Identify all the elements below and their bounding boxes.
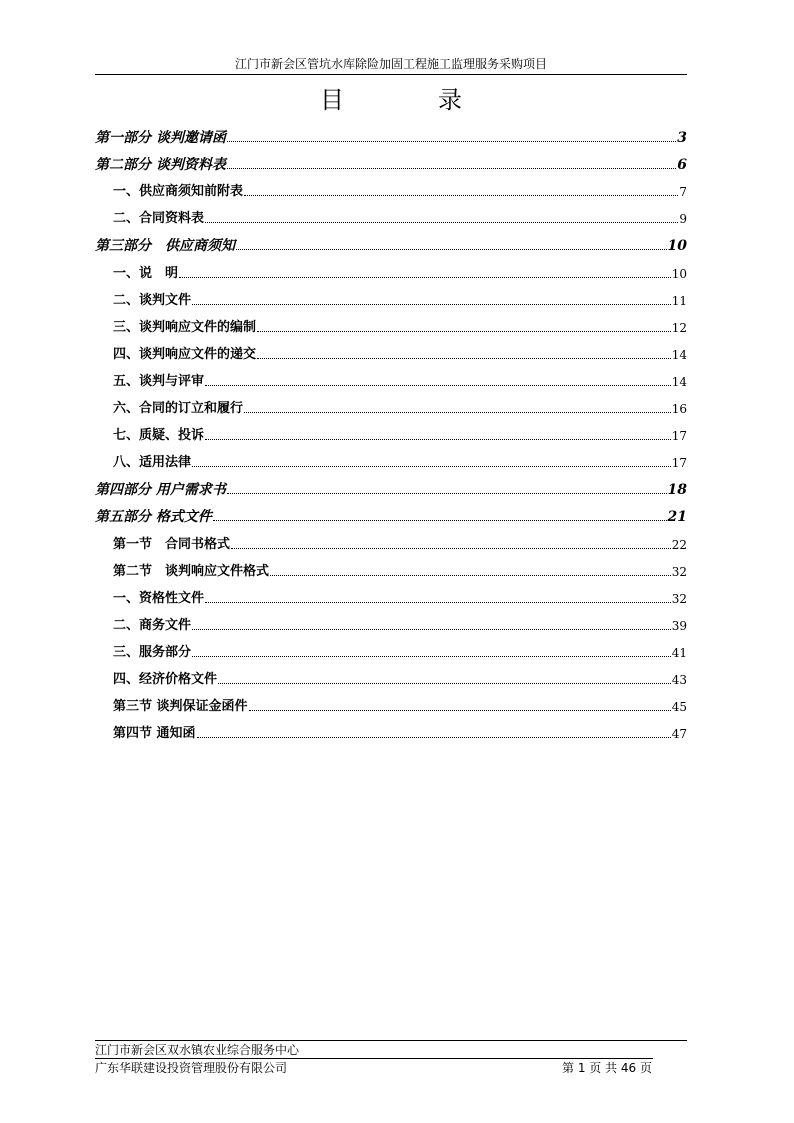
toc-section-entry[interactable] <box>95 716 687 743</box>
toc-entry-label: 三、谈判响应文件的编制 <box>113 319 257 335</box>
toc-entry-page: 3 <box>677 130 687 147</box>
toc-dot-leader <box>197 737 671 738</box>
toc-entry-page: 10 <box>671 266 687 281</box>
toc-entry-label: 第三部分 供应商须知 <box>95 238 235 255</box>
toc-entry-label: 第二节 谈判响应文件格式 <box>113 563 270 579</box>
footer-divider-2 <box>95 1058 653 1059</box>
toc-entry-label: 五、谈判与评审 <box>113 373 205 389</box>
toc-section-entry[interactable] <box>95 255 687 282</box>
toc-entry-page: 11 <box>671 293 687 308</box>
toc-entry-page: 6 <box>677 157 687 174</box>
toc-entry-page: 45 <box>671 700 687 715</box>
toc-entry-page: 17 <box>671 456 687 471</box>
toc-entry-page: 41 <box>671 645 687 660</box>
toc-dot-leader <box>249 710 671 711</box>
toc-part-entry[interactable] <box>95 499 687 526</box>
toc-entry-page: 7 <box>679 185 687 200</box>
toc-entry-label: 八、适用法律 <box>113 455 192 471</box>
toc-part-entry[interactable] <box>95 120 687 147</box>
toc-entry-label: 四、经济价格文件 <box>113 671 218 687</box>
toc-entry-label: 六、合同的订立和履行 <box>113 401 244 417</box>
toc-entry-label: 第一部分 谈判邀请函 <box>95 130 226 147</box>
toc-dot-leader <box>205 222 678 223</box>
toc-entry-label: 第一节 合同书格式 <box>113 536 231 552</box>
toc-section-entry[interactable] <box>95 445 687 472</box>
toc-entry-label: 一、说 明 <box>113 265 179 281</box>
toc-dot-leader <box>244 412 671 413</box>
toc-dot-leader <box>227 168 676 169</box>
toc-entry-page: 12 <box>671 320 687 335</box>
toc-section-entry[interactable] <box>95 174 687 201</box>
document-header: 江门市新会区管坑水库除险加固工程施工监理服务采购项目 <box>234 57 547 71</box>
toc-dot-leader <box>205 439 671 440</box>
toc-section-entry[interactable] <box>95 337 687 364</box>
footer-organization: 江门市新会区双水镇农业综合服务中心 <box>95 1043 300 1057</box>
toc-dot-leader <box>244 195 678 196</box>
footer-page-info: 第 1 页 共 46 页 <box>562 1061 652 1075</box>
toc-section-entry[interactable] <box>95 581 687 608</box>
toc-dot-leader <box>227 141 676 142</box>
footer-divider <box>95 1040 687 1041</box>
toc-dot-leader <box>179 277 671 278</box>
toc-dot-leader <box>231 548 671 549</box>
toc-entry-page: 16 <box>671 402 687 417</box>
toc-entry-label: 第二部分 谈判资料表 <box>95 157 226 174</box>
toc-entry-page: 9 <box>679 212 687 227</box>
toc-entry-label: 第三节 谈判保证金函件 <box>113 699 248 715</box>
toc-section-entry[interactable] <box>95 418 687 445</box>
toc-dot-leader <box>213 520 667 521</box>
toc-entry-page: 32 <box>671 591 687 606</box>
toc-entry-label: 三、服务部分 <box>113 644 192 660</box>
toc-entry-page: 17 <box>671 429 687 444</box>
table-of-contents <box>95 120 687 743</box>
toc-section-entry[interactable] <box>95 554 687 581</box>
toc-entry-page: 21 <box>667 509 687 526</box>
toc-part-entry[interactable] <box>95 147 687 174</box>
toc-dot-leader <box>257 358 671 359</box>
toc-entry-label: 第五部分 格式文件 <box>95 509 212 526</box>
toc-dot-leader <box>236 249 667 250</box>
toc-dot-leader <box>192 656 671 657</box>
footer-company: 广东华联建设投资管理股份有限公司 <box>95 1061 288 1075</box>
toc-section-entry[interactable] <box>95 662 687 689</box>
toc-section-entry[interactable] <box>95 689 687 716</box>
toc-section-entry[interactable] <box>95 608 687 635</box>
toc-section-entry[interactable] <box>95 391 687 418</box>
toc-section-entry[interactable] <box>95 310 687 337</box>
toc-title: 目录 <box>320 86 556 114</box>
toc-dot-leader <box>270 575 671 576</box>
toc-entry-label: 四、谈判响应文件的递交 <box>113 346 257 362</box>
toc-dot-leader <box>192 466 671 467</box>
toc-dot-leader <box>192 304 671 305</box>
toc-dot-leader <box>257 331 671 332</box>
toc-entry-label: 二、商务文件 <box>113 617 192 633</box>
toc-section-entry[interactable] <box>95 526 687 553</box>
toc-entry-page: 14 <box>671 347 687 362</box>
toc-section-entry[interactable] <box>95 635 687 662</box>
toc-entry-page: 18 <box>667 482 687 499</box>
toc-entry-label: 一、资格性文件 <box>113 590 205 606</box>
toc-entry-page: 22 <box>671 537 687 552</box>
toc-entry-page: 14 <box>671 374 687 389</box>
toc-entry-page: 43 <box>671 672 687 687</box>
toc-entry-label: 一、供应商须知前附表 <box>113 184 244 200</box>
toc-dot-leader <box>218 683 671 684</box>
header-divider <box>95 74 687 75</box>
toc-entry-label: 第四部分 用户需求书 <box>95 482 226 499</box>
toc-entry-page: 10 <box>667 238 687 255</box>
toc-dot-leader <box>205 385 671 386</box>
toc-entry-label: 二、谈判文件 <box>113 292 192 308</box>
toc-part-entry[interactable] <box>95 228 687 255</box>
toc-entry-label: 第四节 通知函 <box>113 726 196 742</box>
toc-entry-page: 39 <box>671 618 687 633</box>
toc-part-entry[interactable] <box>95 472 687 499</box>
toc-dot-leader <box>205 602 671 603</box>
toc-entry-page: 32 <box>671 564 687 579</box>
toc-dot-leader <box>192 629 671 630</box>
toc-entry-label: 二、合同资料表 <box>113 211 205 227</box>
toc-section-entry[interactable] <box>95 364 687 391</box>
toc-dot-leader <box>227 493 667 494</box>
toc-section-entry[interactable] <box>95 201 687 228</box>
toc-entry-page: 47 <box>671 727 687 742</box>
toc-section-entry[interactable] <box>95 283 687 310</box>
toc-entry-label: 七、质疑、投诉 <box>113 428 205 444</box>
